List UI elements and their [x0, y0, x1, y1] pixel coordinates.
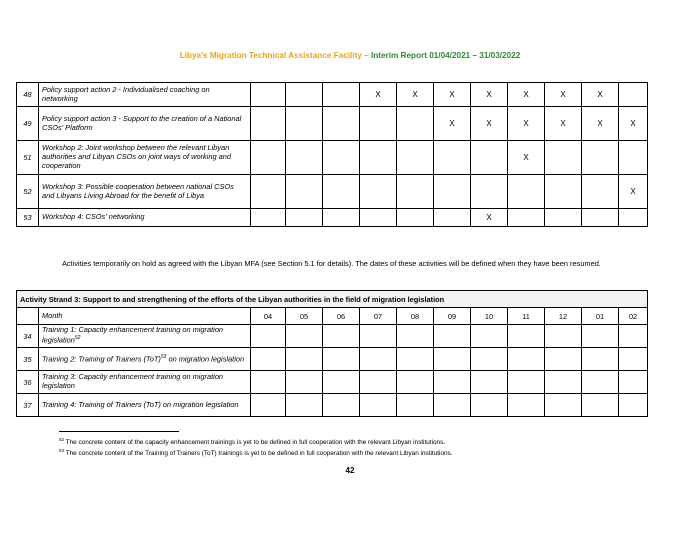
- schedule-cell: [582, 209, 619, 227]
- schedule-cell: [323, 348, 360, 371]
- schedule-cell: [545, 209, 582, 227]
- schedule-cell: [434, 175, 471, 209]
- schedule-cell: [360, 394, 397, 417]
- schedule-cell: [323, 107, 360, 141]
- schedule-cell: [323, 394, 360, 417]
- schedule-cell: X: [471, 209, 508, 227]
- schedule-cell: X: [582, 83, 619, 107]
- schedule-cell: [286, 209, 323, 227]
- month-header-cell: 07: [360, 308, 397, 325]
- schedule-cell: [619, 209, 648, 227]
- schedule-cell: X: [434, 107, 471, 141]
- schedule-cell: [434, 394, 471, 417]
- month-header-label: Month: [39, 308, 251, 325]
- schedule-cell: [360, 107, 397, 141]
- schedule-cell: [323, 371, 360, 394]
- page-number: 42: [345, 466, 355, 475]
- table2-body: [17, 291, 648, 417]
- schedule-cell: [434, 141, 471, 175]
- schedule-cell: [582, 371, 619, 394]
- schedule-cell: [286, 141, 323, 175]
- schedule-cell: [434, 371, 471, 394]
- schedule-cell: [323, 209, 360, 227]
- activity-text: Training 3: Capacity enhancement training on migration legislation: [42, 372, 224, 390]
- schedule-cell: X: [508, 83, 545, 107]
- schedule-cell: [360, 209, 397, 227]
- schedule-cell: [545, 141, 582, 175]
- activity-number: 51: [17, 141, 39, 175]
- schedule-cell: [434, 348, 471, 371]
- schedule-cell: [286, 83, 323, 107]
- schedule-cell: [397, 175, 434, 209]
- schedule-cell: [323, 325, 360, 348]
- schedule-cell: [251, 141, 286, 175]
- schedule-cell: [251, 107, 286, 141]
- activity-description: Policy support action 3 - Support to the creation of a National CSOs' Platform: [39, 107, 251, 141]
- schedule-cell: [471, 394, 508, 417]
- schedule-cell: X: [471, 107, 508, 141]
- schedule-cell: [251, 394, 286, 417]
- schedule-cell: [545, 371, 582, 394]
- month-header-cell: 02: [619, 308, 648, 325]
- schedule-cell: [619, 83, 648, 107]
- table1-body: [17, 83, 648, 227]
- on-hold-note: Activities temporarily on hold as agreed with the Libyan MFA (see Section 5.1 for details). The dates of these activities will be defined when they have been resumed.: [62, 259, 601, 268]
- schedule-cell: X: [619, 175, 648, 209]
- schedule-cell: [471, 325, 508, 348]
- footnote-ref[interactable]: 52: [74, 335, 81, 342]
- header-separator: –: [361, 51, 371, 60]
- footnote-ref[interactable]: 53: [160, 353, 167, 360]
- schedule-cell: [251, 348, 286, 371]
- schedule-cell: [619, 348, 648, 371]
- schedule-cell: [251, 175, 286, 209]
- activity-description: Workshop 4: CSOs' networking: [39, 209, 251, 227]
- schedule-cell: [251, 325, 286, 348]
- activity-description: [39, 348, 251, 371]
- month-header-cell: 08: [397, 308, 434, 325]
- activity-description: [39, 371, 251, 394]
- month-header-cell: 01: [582, 308, 619, 325]
- activity-number: 36: [17, 371, 39, 394]
- schedule-cell: [397, 371, 434, 394]
- schedule-cell: [508, 325, 545, 348]
- schedule-cell: [360, 141, 397, 175]
- schedule-cell: [286, 107, 323, 141]
- schedule-cell: [286, 348, 323, 371]
- schedule-cell: [471, 141, 508, 175]
- schedule-cell: [545, 325, 582, 348]
- schedule-cell: [619, 325, 648, 348]
- schedule-cell: X: [545, 107, 582, 141]
- schedule-cell: [471, 348, 508, 371]
- month-header-cell: 09: [434, 308, 471, 325]
- schedule-cell: [397, 348, 434, 371]
- activity-number: 48: [17, 83, 39, 107]
- activity-description: Workshop 3: Possible cooperation between national CSOs and Libyans Living Abroad for the benefit of Libya: [39, 175, 251, 209]
- schedule-cell: [397, 107, 434, 141]
- schedule-cell: [323, 175, 360, 209]
- schedule-cell: [545, 394, 582, 417]
- schedule-cell: X: [508, 107, 545, 141]
- footnote-text: The concrete content of the capacity enhancement trainings is yet to be defined in full cooperation with the relevant Libyan institutions.: [64, 439, 446, 447]
- activity-description: [39, 325, 251, 348]
- schedule-cell: X: [508, 141, 545, 175]
- activity-text: Training 1: Capacity enhancement training on migration legislation: [42, 325, 224, 345]
- table-row: [17, 107, 648, 141]
- schedule-cell: [251, 371, 286, 394]
- table-row: [17, 83, 648, 107]
- activity-number: 53: [17, 209, 39, 227]
- month-header-cell: 11: [508, 308, 545, 325]
- footnote: [59, 448, 453, 457]
- schedule-cell: [397, 209, 434, 227]
- schedule-cell: [508, 209, 545, 227]
- schedule-cell: [251, 83, 286, 107]
- activity-schedule-table-strand-3: [16, 290, 648, 417]
- schedule-cell: [434, 325, 471, 348]
- schedule-cell: [619, 141, 648, 175]
- month-header-row: [17, 308, 648, 325]
- activity-number: 35: [17, 348, 39, 371]
- header-report-period: Interim Report 01/04/2021 – 31/03/2022: [370, 51, 521, 60]
- activity-number: 37: [17, 394, 39, 417]
- table-row: [17, 348, 648, 371]
- schedule-cell: [397, 141, 434, 175]
- schedule-cell: [360, 325, 397, 348]
- schedule-cell: X: [397, 83, 434, 107]
- schedule-cell: [545, 348, 582, 371]
- footnote-text: The concrete content of the Training of Trainers (ToT) trainings is yet to be defined in full cooperation with the relevant Libyan institutions.: [64, 450, 453, 458]
- schedule-cell: X: [434, 83, 471, 107]
- strand-title: Activity Strand 3: Support to and strengthening of the efforts of the Libyan authorities in the field of migration legislation: [17, 291, 648, 308]
- month-header-cell: 12: [545, 308, 582, 325]
- activity-description: Policy support action 2 - Individualised coaching on networking: [39, 83, 251, 107]
- schedule-cell: [471, 175, 508, 209]
- header-facility-name: Libya's Migration Technical Assistance Facility: [179, 51, 362, 60]
- schedule-cell: [286, 325, 323, 348]
- schedule-cell: [286, 371, 323, 394]
- activity-description: [39, 394, 251, 417]
- schedule-cell: [434, 209, 471, 227]
- table-row: [17, 175, 648, 209]
- activity-description: Workshop 2: Joint workshop between the relevant Libyan authorities and Libyan CSOs on joint ways of working and cooperation: [39, 141, 251, 175]
- schedule-cell: [471, 371, 508, 394]
- month-header-cell: 06: [323, 308, 360, 325]
- month-header-cell: 10: [471, 308, 508, 325]
- schedule-cell: [397, 325, 434, 348]
- report-header: [0, 51, 700, 60]
- schedule-cell: [286, 175, 323, 209]
- schedule-cell: [582, 141, 619, 175]
- schedule-cell: [360, 371, 397, 394]
- schedule-cell: [360, 348, 397, 371]
- schedule-cell: [508, 175, 545, 209]
- table-row: [17, 209, 648, 227]
- activity-schedule-table-1: [16, 82, 648, 227]
- schedule-cell: [582, 175, 619, 209]
- schedule-cell: X: [582, 107, 619, 141]
- month-header-blank: [17, 308, 39, 325]
- table-row: [17, 371, 648, 394]
- schedule-cell: X: [545, 83, 582, 107]
- schedule-cell: [582, 348, 619, 371]
- schedule-cell: [508, 348, 545, 371]
- strand-title-row: [17, 291, 648, 308]
- schedule-cell: X: [471, 83, 508, 107]
- schedule-cell: X: [619, 107, 648, 141]
- activity-text: Training 4: Training of Trainers (ToT) on migration legislation: [42, 399, 239, 409]
- schedule-cell: [286, 394, 323, 417]
- schedule-cell: [619, 371, 648, 394]
- table-row: [17, 394, 648, 417]
- schedule-cell: [397, 394, 434, 417]
- schedule-cell: [619, 394, 648, 417]
- schedule-cell: [508, 371, 545, 394]
- footnote: [59, 437, 445, 446]
- schedule-cell: [545, 175, 582, 209]
- schedule-cell: [582, 394, 619, 417]
- table-row: [17, 141, 648, 175]
- schedule-cell: [323, 83, 360, 107]
- schedule-cell: [582, 325, 619, 348]
- schedule-cell: [360, 175, 397, 209]
- activity-number: 49: [17, 107, 39, 141]
- schedule-cell: [323, 141, 360, 175]
- footnote-mark: 53: [59, 448, 65, 453]
- table-row: [17, 325, 648, 348]
- month-header-cell: 04: [251, 308, 286, 325]
- footnote-mark: 52: [59, 437, 65, 442]
- footnote-divider: [59, 431, 179, 432]
- schedule-cell: X: [360, 83, 397, 107]
- activity-number: 34: [17, 325, 39, 348]
- schedule-cell: [251, 209, 286, 227]
- month-header-cell: 05: [286, 308, 323, 325]
- schedule-cell: [508, 394, 545, 417]
- activity-number: 52: [17, 175, 39, 209]
- activity-text: Training 2: Training of Trainers (ToT): [42, 354, 161, 364]
- activity-text-suffix: on migration legislation: [166, 354, 245, 364]
